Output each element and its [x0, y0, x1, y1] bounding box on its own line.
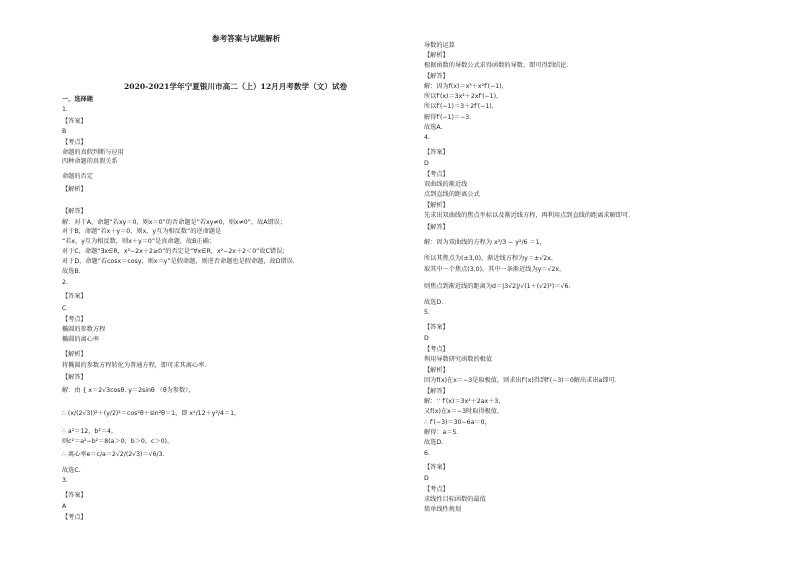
- text-line: 求线性目标函数的最值: [424, 496, 486, 503]
- text-line: 命题的否定: [62, 173, 93, 180]
- text-line: 解：∵ f′(x)＝3x²＋2ax＋3，: [424, 398, 505, 405]
- text-line: 取其中一个焦点(3,0)，其中一条渐近线为y＝√2x，: [424, 266, 566, 273]
- text-line: 对于B，命题“若x＋y＝0，则x，y互为相反数”的逆命题是: [62, 228, 222, 235]
- text-line: 根据函数的导数公式求得函数的导数，即可得到结论.: [424, 62, 569, 69]
- text-line: 故选C.: [62, 467, 81, 474]
- text-line: 【考点】: [424, 346, 449, 353]
- text-line: 解得f′(−1)＝−3.: [424, 114, 472, 121]
- text-line: 【答案】: [424, 464, 449, 471]
- text-line: 椭圆的参数方程: [62, 326, 106, 333]
- text-line: 命题的真假判断与应用: [62, 149, 124, 156]
- text-line: 因为f(x)在x＝−3是取极值，则求出f′(x)得到f′(−3)＝0解出求出a即可.: [424, 377, 617, 384]
- text-line: 2.: [62, 279, 68, 286]
- text-line: ∴ f′(−3)＝30−6a＝0，: [424, 419, 491, 426]
- text-line: 则c²＝a²−b²＝8(a＞0，b＞0，c＞0)，: [62, 438, 174, 445]
- text-line: D: [424, 335, 429, 342]
- text-line: 则焦点到渐近线的距离为d＝|3√2|/√(1＋(√2)²)＝√6.: [424, 283, 571, 290]
- text-line: “若x，y互为相反数，则x＋y＝0”是真命题，故B正确；: [62, 238, 215, 245]
- text-line: C: [62, 305, 67, 312]
- text-line: 【考点】: [424, 171, 449, 178]
- text-line: 解：因为双曲线的方程为 x²/3 − y²/6 ＝1，: [424, 239, 546, 246]
- text-line: 故选D.: [424, 439, 444, 446]
- text-line: 对于C，命题“∃x∈R，x²−2x＋2≥0”的否定是“∀x∈R，x²−2x＋2＜0”故C错误；: [62, 248, 289, 255]
- text-line: 【考点】: [62, 139, 87, 146]
- text-line: 4.: [424, 134, 430, 141]
- text-line: 解得：a＝5.: [424, 429, 459, 436]
- text-line: 将椭圆的参数方程转化为普通方程，即可求其离心率.: [62, 362, 207, 369]
- text-line: 四种命题的真假关系: [62, 158, 118, 165]
- text-line: 3.: [62, 477, 68, 484]
- text-line: 所以f′(x)＝3x²＋2xf′(−1)，: [424, 93, 503, 100]
- exam-title: 2020-2021学年宁夏银川市高二（上）12月月考数学（文）试卷: [124, 82, 348, 91]
- text-line: 【解答】: [424, 224, 449, 231]
- text-line: 【考点】: [424, 486, 449, 493]
- text-line: 利用导数研究函数的极值: [424, 356, 493, 363]
- text-line: 6.: [424, 450, 430, 457]
- text-line: 故选A.: [424, 124, 443, 131]
- text-line: 又f(x)在x＝−3时取得极值，: [424, 408, 504, 415]
- text-line: 5.: [424, 309, 430, 316]
- text-line: A: [62, 503, 67, 510]
- text-line: 故选B.: [62, 268, 81, 275]
- text-line: 先求出双曲线的焦点坐标以及渐近线方程，再利用点到直线的距离求解即可.: [424, 212, 631, 219]
- text-line: 【解析】: [62, 186, 87, 193]
- text-line: 【答案】: [424, 149, 449, 156]
- text-line: 【考点】: [62, 514, 87, 521]
- text-line: D: [424, 160, 429, 167]
- text-line: 故选D.: [424, 299, 444, 306]
- text-line: 点到直线的距离公式: [424, 191, 480, 198]
- text-line: 双曲线的渐近线: [424, 181, 468, 188]
- text-line: 【解答】: [424, 73, 449, 80]
- text-line: 对于D，命题“若cosx＝cosy，则x＝y”是假命题，则逆否命题也是假命题，故D错误.: [62, 258, 295, 265]
- text-line: 所以其焦点为(±3,0)，渐近线方程为y＝±√2x，: [424, 255, 558, 262]
- text-line: 【解析】: [424, 202, 449, 209]
- text-line: 椭圆的离心率: [62, 336, 100, 343]
- text-line: 【解析】: [424, 52, 449, 59]
- text-line: 【解答】: [62, 208, 87, 215]
- text-line: 1.: [62, 106, 68, 113]
- text-line: B: [62, 128, 67, 135]
- text-line: 【解答】: [424, 388, 449, 395]
- text-line: 【解析】: [424, 367, 449, 374]
- text-line: 解：因为f(x)＝x³＋x²f′(−1)，: [424, 83, 508, 90]
- text-line: 简单线性规划: [424, 506, 462, 513]
- text-line: 【解析】: [62, 351, 87, 358]
- text-line: 解：由 { x＝2√3cosθ, y＝2sinθ （θ为参数），: [62, 387, 195, 394]
- text-line: ∴ 离心率e＝c/a＝2√2/(2√3)＝√6/3.: [62, 451, 165, 458]
- text-line: ∴ a²＝12，b²＝4，: [62, 428, 118, 435]
- text-line: D: [424, 475, 429, 482]
- text-line: 导数的运算: [424, 42, 455, 49]
- text-line: 所以f′(−1)＝3＋2f′(−1)，: [424, 103, 498, 110]
- text-line: ∴ (x/(2√3))²＋(y/2)²＝cos²θ＋sin²θ＝1，即 x²/12＋y²/4＝1，: [62, 410, 241, 417]
- page-title: 参考答案与试题解析: [212, 34, 281, 43]
- text-line: 【答案】: [424, 324, 449, 331]
- text-line: 【解答】: [62, 374, 87, 381]
- section-heading: 一、选择题: [62, 96, 93, 103]
- text-line: 【考点】: [62, 316, 87, 323]
- text-line: 【答案】: [62, 293, 87, 300]
- text-line: 【答案】: [62, 118, 87, 125]
- text-line: 【答案】: [62, 492, 87, 499]
- text-line: 解：对于A，命题“若xy＝0，则x＝0”的否命题是“若xy≠0，则x≠0”，故A错误；: [62, 219, 287, 226]
